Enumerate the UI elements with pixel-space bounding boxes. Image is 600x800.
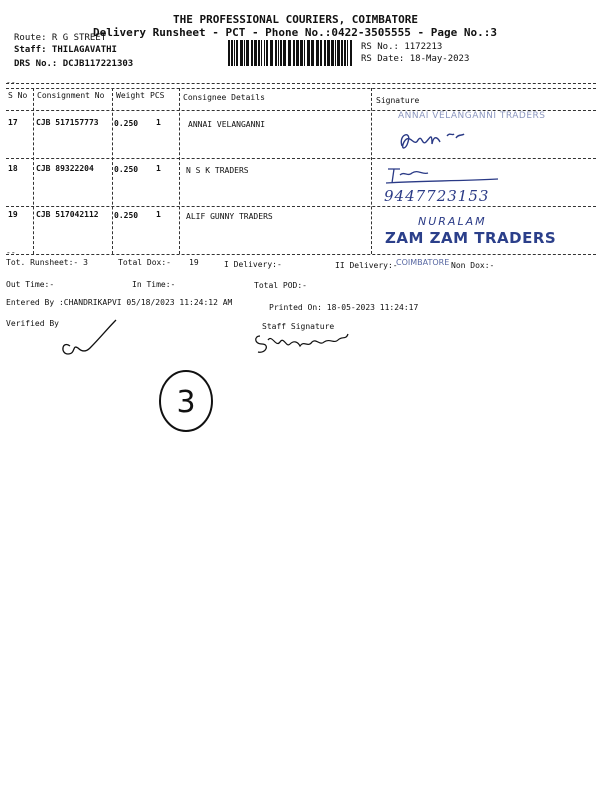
row-sno: 19 <box>8 210 18 219</box>
staff-signature <box>250 330 360 360</box>
total-pod: Total POD:- <box>254 281 307 290</box>
verifier-signature <box>50 318 130 362</box>
rs-date: RS Date: 18-May-2023 <box>361 54 470 64</box>
col-consignee-header: Consignee Details <box>183 93 265 102</box>
printed-on: Printed On: 18-05-2023 11:24:17 <box>269 303 419 312</box>
row-weight: 0.250 <box>114 211 139 220</box>
handwritten-signature <box>392 124 482 156</box>
staff-signature-label: Staff Signature <box>262 322 335 331</box>
rs-number: RS No.: 1172213 <box>361 42 443 52</box>
row-pcs: 1 <box>156 210 161 219</box>
delivery-stamp: COIMBATORE <box>396 258 450 267</box>
staff-field: Staff: THILAGAVATHI <box>14 45 117 55</box>
col-signature-header: Signature <box>376 96 420 105</box>
tot-runsheet: Tot. Runsheet:- 3 <box>6 258 88 267</box>
verified-by: Verified By <box>6 319 59 328</box>
handwritten-phone: 9447723153 <box>384 187 490 205</box>
row-pcs: 1 <box>156 164 161 173</box>
col-pcs-header: PCS <box>150 91 165 100</box>
handwritten-signature <box>378 163 508 187</box>
col-sno-header: S No <box>8 91 28 100</box>
non-dox: Non Dox:- <box>451 261 495 270</box>
in-time: In Time:- <box>132 280 176 289</box>
total-dox-value: 19 <box>189 258 199 267</box>
divider <box>6 88 596 89</box>
row-stamp: ANNAI VELANGANNI TRADERS <box>398 111 546 121</box>
runsheet-page: THE PROFESSIONAL COURIERS, COIMBATORE Delivery Runsheet - PCT - Phone No.:0422-3505555 - Page No.:3 Route: R G STREET Staff: THILAGAVATHI DRS No.: DCJB117221303 RS No.: 1172213 RS Date: 18-May-2023 -- S No Consignment No Weight PCS Consignee Details Signature 17 CJB 517157773 0.250 1 ANNAI VELANGANNI ANNAI VELANGANNI TRADERS 18 CJB 89322204 0.250 1 N S K TRADERS 9447723153 19 CJB 517042112 0.250 1 ALIF GUNNY TRADERS NURALAM ZAM ZAM TRADERS -- Tot. Runsheet:- 3 Total Dox:- 19 I Delivery:- II Delivery:- COIMBATORE Non Dox:- Out Time:- In Time:- Total POD:- Entered By :CHANDRIKAPVI 05/18/2023 11:24:12 AM Printed On: 18-05-2023 11:24:17 Verified By Staff Signature 3 <box>0 0 600 800</box>
circled-number <box>156 368 216 434</box>
row-consignee: ALIF GUNNY TRADERS <box>186 212 273 221</box>
row-sno: 17 <box>8 118 18 127</box>
ii-delivery: II Delivery:- <box>335 261 398 270</box>
i-delivery: I Delivery:- <box>224 260 282 269</box>
row-pcs: 1 <box>156 118 161 127</box>
row-consignment: CJB 517042112 <box>36 210 99 219</box>
handwritten-name: NURALAM <box>418 215 487 228</box>
col-consignment-header: Consignment No <box>37 91 105 100</box>
divider <box>6 83 596 84</box>
company-stamp: ZAM ZAM TRADERS <box>385 229 557 247</box>
row-sno: 18 <box>8 164 18 173</box>
entered-by: Entered By :CHANDRIKAPVI 05/18/2023 11:24:12 AM <box>6 298 233 307</box>
out-time: Out Time:- <box>6 280 55 289</box>
col-weight-header: Weight <box>116 91 145 100</box>
runsheet-subtitle: Delivery Runsheet - PCT - Phone No.:0422-3505555 - Page No.:3 <box>93 26 497 39</box>
row-consignee: N S K TRADERS <box>186 166 249 175</box>
row-consignment: CJB 89322204 <box>36 164 94 173</box>
row-weight: 0.250 <box>114 119 139 128</box>
svg-text:3: 3 <box>176 385 196 420</box>
row-consignee: ANNAI VELANGANNI <box>188 120 266 129</box>
route-field: Route: R G STREET <box>14 33 107 43</box>
company-name: THE PROFESSIONAL COURIERS, COIMBATORE <box>173 13 419 26</box>
barcode <box>228 40 354 66</box>
row-consignment: CJB 517157773 <box>36 118 99 127</box>
total-dox-label: Total Dox:- <box>118 258 171 267</box>
drs-number: DRS No.: DCJB117221303 <box>14 59 134 69</box>
row-weight: 0.250 <box>114 165 139 174</box>
